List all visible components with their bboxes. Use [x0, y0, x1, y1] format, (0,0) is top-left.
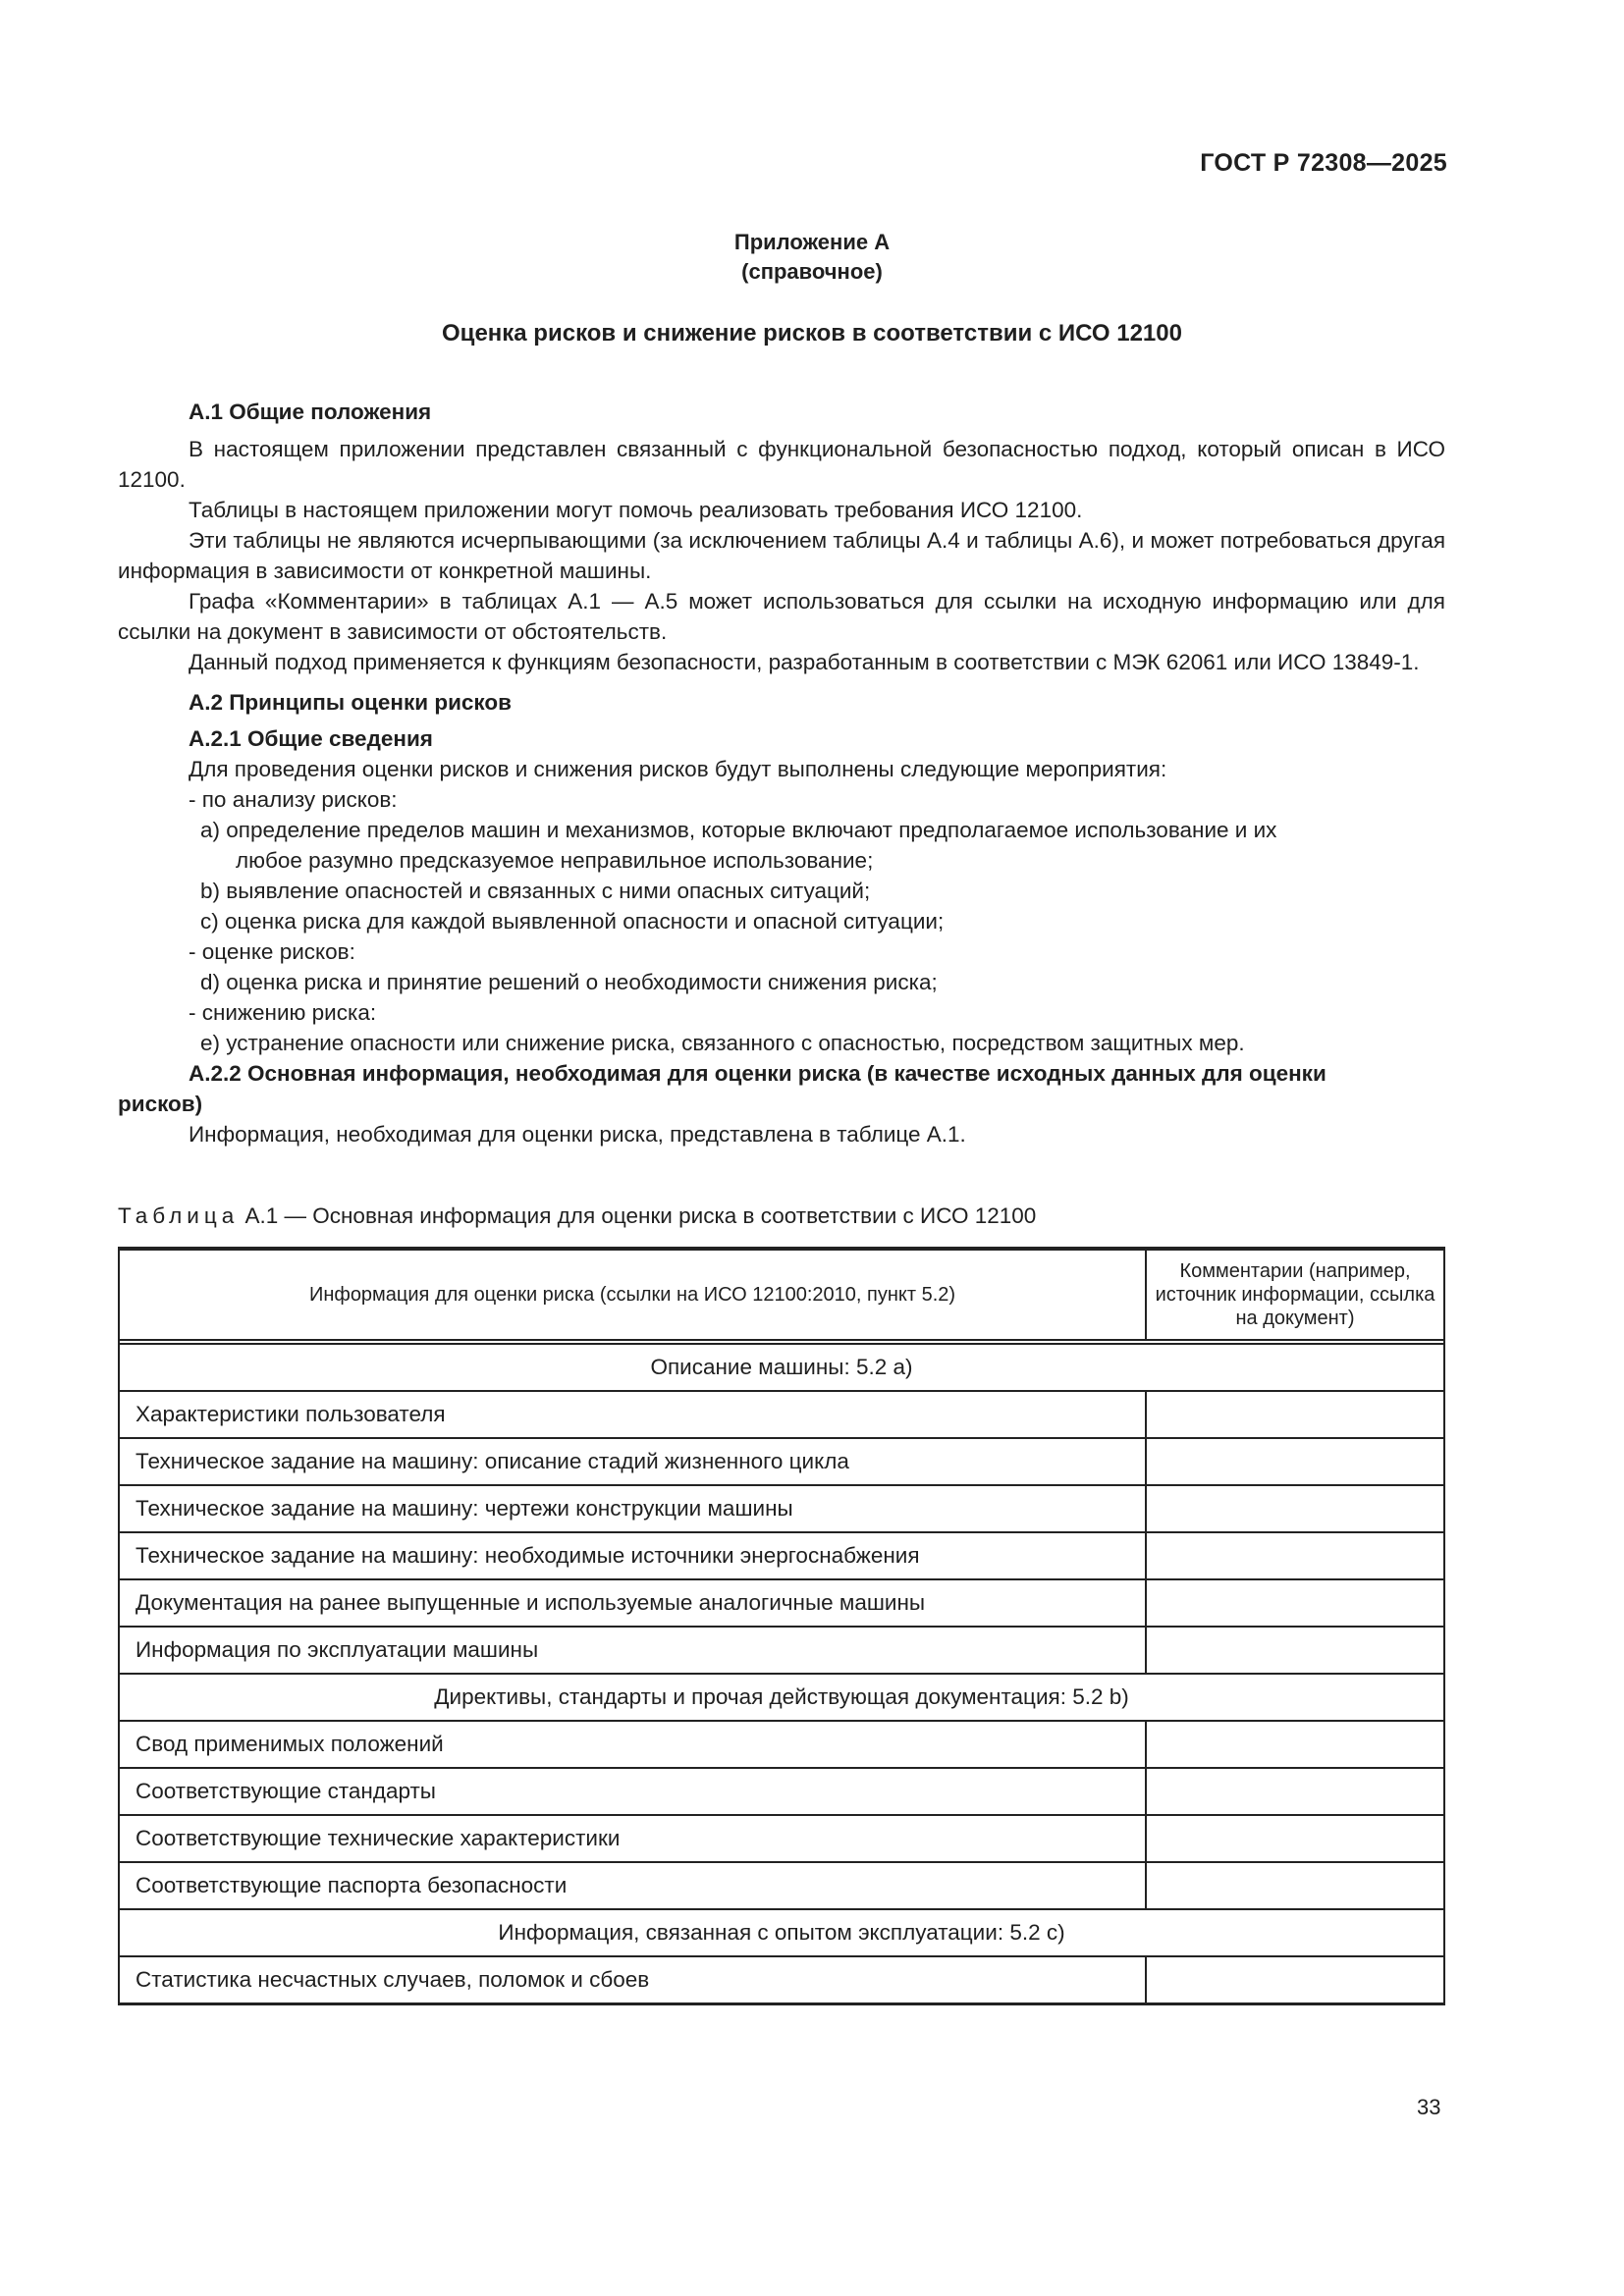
- list-item-d: d) оценка риска и принятие решений о необходимости снижения риска;: [200, 970, 938, 994]
- section-heading-a22: А.2.2 Основная информация, необходимая для оценки риска (в качестве исходных данных для оценки рисков): [118, 1061, 1326, 1116]
- list-item-e: e) устранение опасности или снижение риска, связанного с опасностью, посредством защитных мер.: [200, 1031, 1245, 1055]
- table-group-row: [119, 1344, 1444, 1391]
- row-item: Информация по эксплуатации машины: [119, 1627, 1146, 1674]
- row-comment: [1146, 1862, 1444, 1909]
- section-heading-a2: А.2 Принципы оценки рисков: [189, 690, 512, 715]
- page-number: 33: [1417, 2095, 1441, 2119]
- list-group-label: - оценке рисков:: [189, 939, 355, 964]
- paragraph: Эти таблицы не являются исчерпывающими (за исключением таблицы А.4 и таблицы А.6), и может потребоваться другая информация в зависимости от конкретной машины.: [118, 528, 1445, 583]
- row-item: Документация на ранее выпущенные и используемые аналогичные машины: [119, 1579, 1146, 1627]
- row-comment: [1146, 1391, 1444, 1438]
- table-group-row: [119, 1909, 1444, 1956]
- table-row: [119, 1862, 1444, 1909]
- group-title: Описание машины: 5.2 a): [119, 1344, 1444, 1391]
- group-title: Информация, связанная с опытом эксплуатации: 5.2 c): [119, 1909, 1444, 1956]
- document-body: [118, 397, 1445, 1149]
- table-group-row: [119, 1674, 1444, 1721]
- paragraph: Данный подход применяется к функциям безопасности, разработанным в соответствии с МЭК 62061 или ИСО 13849-1.: [189, 650, 1420, 674]
- list-group-label: - снижению риска:: [189, 1000, 377, 1025]
- row-comment: [1146, 1768, 1444, 1815]
- table-caption-label: Таблица: [118, 1203, 240, 1228]
- table-row: [119, 1768, 1444, 1815]
- group-title: Директивы, стандарты и прочая действующая документация: 5.2 b): [119, 1674, 1444, 1721]
- row-comment: [1146, 1815, 1444, 1862]
- table-row: [119, 1815, 1444, 1862]
- row-item: Соответствующие паспорта безопасности: [119, 1862, 1146, 1909]
- table-row: [119, 1391, 1444, 1438]
- row-item: Техническое задание на машину: чертежи конструкции машины: [119, 1485, 1146, 1532]
- row-item: Техническое задание на машину: необходимые источники энергоснабжения: [119, 1532, 1146, 1579]
- table-row: [119, 1485, 1444, 1532]
- section-heading-a1: А.1 Общие положения: [189, 400, 432, 424]
- annex-subtitle: (справочное): [741, 259, 883, 284]
- table-row: [119, 1721, 1444, 1768]
- row-comment: [1146, 1579, 1444, 1627]
- table-row: [119, 1627, 1444, 1674]
- paragraph: Графа «Комментарии» в таблицах А.1 — А.5 может использоваться для ссылки на исходную информацию или для ссылки на документ в зависимости от обстоятельств.: [118, 589, 1445, 644]
- annex-heading: Оценка рисков и снижение рисков в соответствии с ИСО 12100: [442, 320, 1182, 347]
- paragraph: В настоящем приложении представлен связанный с функциональной безопасностью подход, который описан в ИСО 12100.: [118, 437, 1445, 492]
- paragraph: Для проведения оценки рисков и снижения рисков будут выполнены следующие мероприятия:: [189, 757, 1167, 781]
- row-comment: [1146, 1627, 1444, 1674]
- table-row: [119, 1956, 1444, 2004]
- row-comment: [1146, 1532, 1444, 1579]
- row-comment: [1146, 1721, 1444, 1768]
- list-item-b: b) выявление опасностей и связанных с ними опасных ситуаций;: [200, 879, 871, 903]
- table-caption: [118, 1203, 1036, 1229]
- paragraph: Таблицы в настоящем приложении могут помочь реализовать требования ИСО 12100.: [189, 498, 1083, 522]
- table-row: [119, 1532, 1444, 1579]
- table-caption-text: А.1 — Основная информация для оценки риска в соответствии с ИСО 12100: [239, 1203, 1037, 1228]
- list-item-a-continuation: любое разумно предсказуемое неправильное использование;: [236, 848, 874, 873]
- column-header-comments: Комментарии (например, источник информации, ссылка на документ): [1146, 1249, 1444, 1340]
- list-item-c: c) оценка риска для каждой выявленной опасности и опасной ситуации;: [200, 909, 945, 934]
- row-item: Техническое задание на машину: описание стадий жизненного цикла: [119, 1438, 1146, 1485]
- table-row: [119, 1438, 1444, 1485]
- risk-info-table: [118, 1247, 1445, 2005]
- section-heading-a21: А.2.1 Общие сведения: [189, 726, 433, 751]
- list-group-label: - по анализу рисков:: [189, 787, 398, 812]
- row-comment: [1146, 1956, 1444, 2004]
- column-header-info: Информация для оценки риска (ссылки на ИСО 12100:2010, пункт 5.2): [119, 1249, 1146, 1340]
- table-header-row: [119, 1249, 1444, 1340]
- row-comment: [1146, 1485, 1444, 1532]
- row-item: Свод применимых положений: [119, 1721, 1146, 1768]
- row-item: Соответствующие технические характеристики: [119, 1815, 1146, 1862]
- paragraph: Информация, необходимая для оценки риска, представлена в таблице А.1.: [189, 1122, 966, 1147]
- annex-title: Приложение А: [733, 230, 891, 254]
- row-item: Статистика несчастных случаев, поломок и сбоев: [119, 1956, 1146, 2004]
- row-item: Соответствующие стандарты: [119, 1768, 1146, 1815]
- row-item: Характеристики пользователя: [119, 1391, 1146, 1438]
- row-comment: [1146, 1438, 1444, 1485]
- annex-title-block: [0, 228, 1624, 287]
- table-row: [119, 1579, 1444, 1627]
- list-item-a: a) определение пределов машин и механизмов, которые включают предполагаемое использование и их: [200, 818, 1277, 842]
- document-code: ГОСТ Р 72308—2025: [1200, 149, 1447, 177]
